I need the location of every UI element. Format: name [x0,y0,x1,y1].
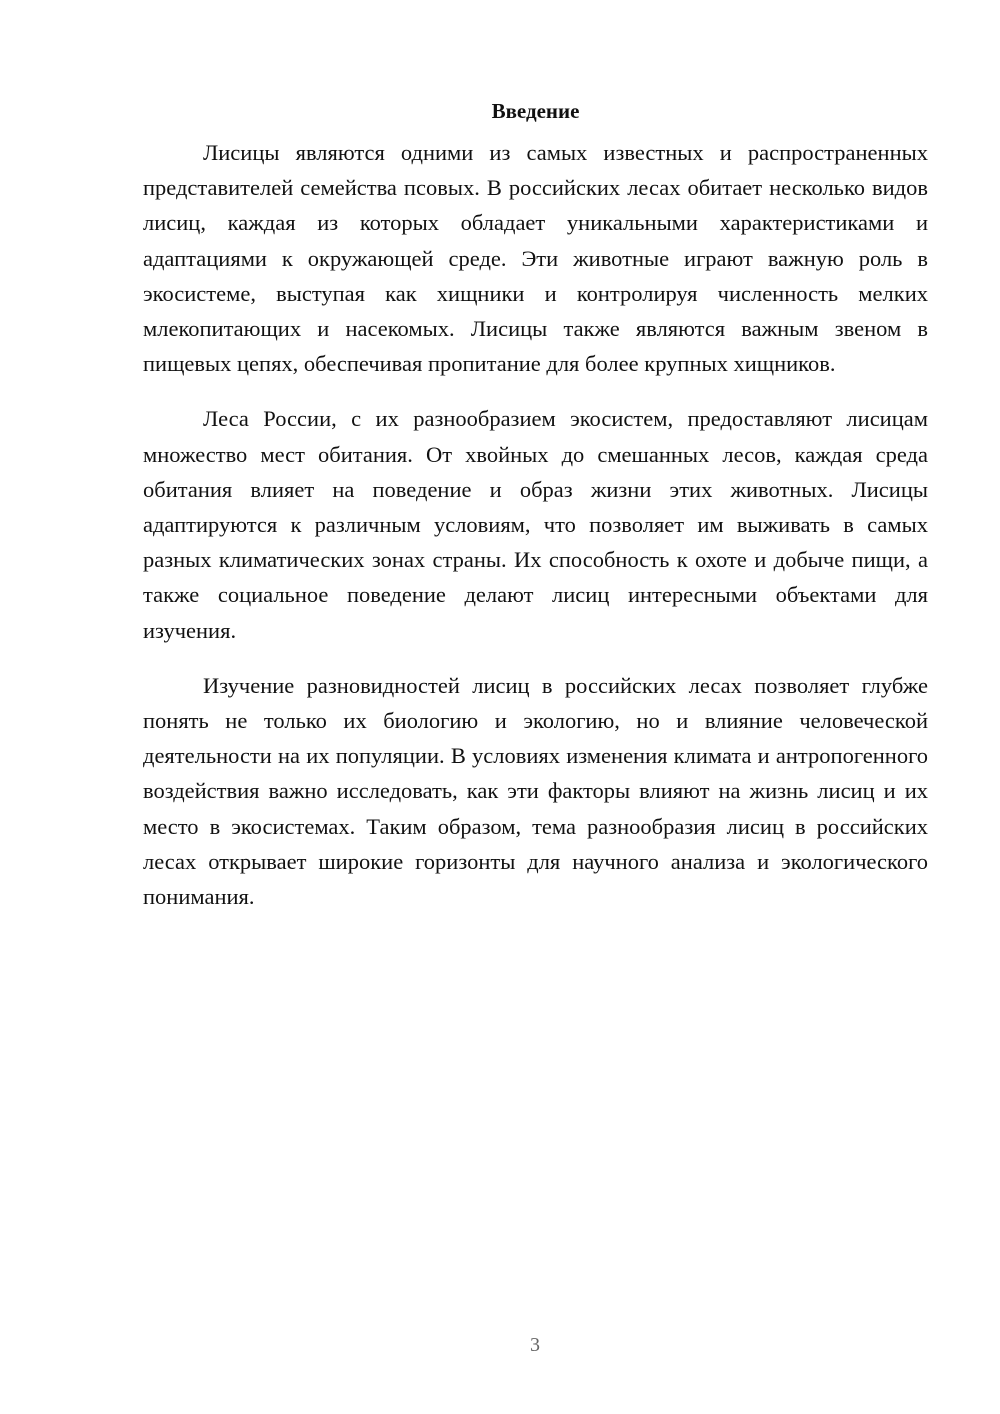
paragraph-2: Леса России, с их разнообразием экосистем, предоставляют лисицам множество мест обитания. От хвойных до смешанных лесов, каждая среда обитания влияет на поведение и образ жизни этих животных. Лисицы адаптируются к различным условиям, что позволяет им выживать в самых разных климатических зонах страны. Их способность к охоте и добыче пищи, а также социальное поведение делают лисиц интересными объектами для изучения. [143,406,928,643]
paragraph-1: Лисицы являются одними из самых известных и распространенных представителей семейства псовых. В российских лесах обитает несколько видов лисиц, каждая из которых обладает уникальными характеристиками и адаптациями к окружающей среде. Эти животные играют важную роль в экосистеме, выступая как хищники и контролируя численность мелких млекопитающих и насекомых. Лисицы также являются важным звеном в пищевых цепях, обеспечивая пропитание для более крупных хищников. [143,140,928,377]
paragraph-3: Изучение разновидностей лисиц в российских лесах позволяет глубже понять не только их биологию и экологию, но и влияние человеческой деятельности на их популяции. В условиях изменения климата и антропогенного воздействия важно исследовать, как эти факторы влияют на жизнь лисиц и их место в экосистемах. Таким образом, тема разнообразия лисиц в российских лесах открывает широкие горизонты для научного анализа и экологического понимания. [143,672,928,910]
section-heading: Введение [491,99,580,123]
page-number: 3 [530,1334,540,1356]
page-content [143,95,928,934]
